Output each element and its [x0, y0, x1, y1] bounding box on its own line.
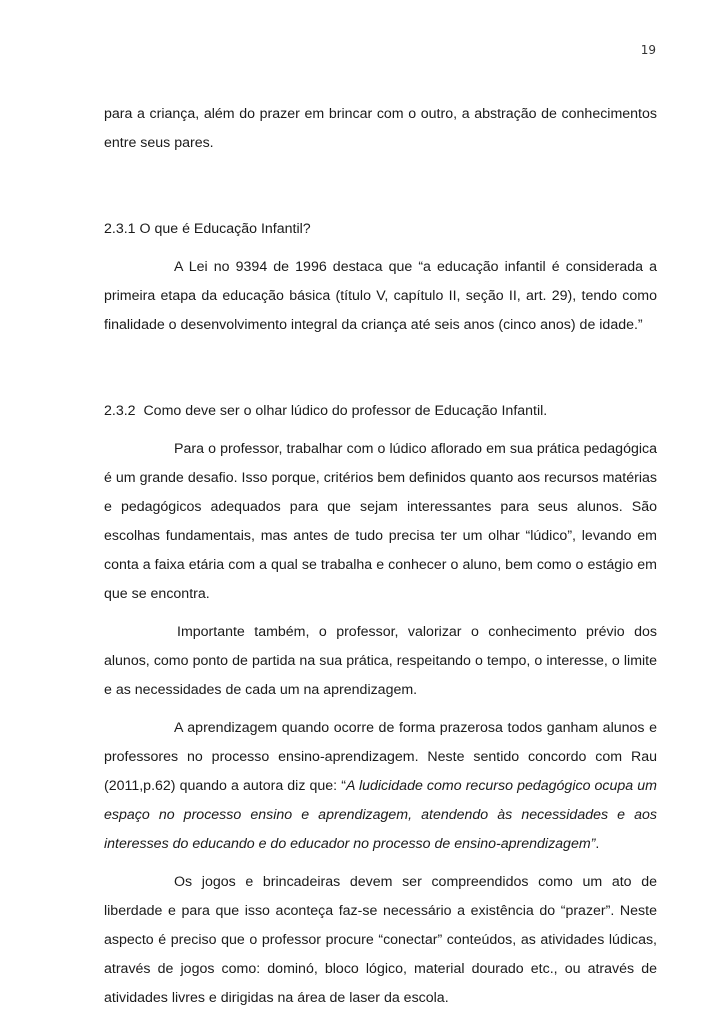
paragraph-professor-ludico: Para o professor, trabalhar com o lúdico aflorado em sua prática pedagógica é um grande desafio. Isso porque, critérios bem definidos quanto aos recursos matérias e pedagógicos adequados para que sejam interessantes para seus alunos. São escolhas fundamentais, mas antes de tudo precisa ter um olhar “lúdico”, levando em conta a faixa etária com a qual se trabalha e conhecer o aluno, bem como o estágio em que se encontra. — [104, 441, 657, 602]
section-heading-2-3-2: 2.3.2 Como deve ser o olhar lúdico do professor de Educação Infantil. — [104, 403, 548, 419]
paragraph-jogos-brincadeiras: Os jogos e brincadeiras devem ser compreendidos como um ato de liberdade e para que isso aconteça faz-se necessário a existência do “prazer”. Neste aspecto é preciso que o professor procure “conectar” conteúdos, as atividades lúdicas, através de jogos como: dominó, bloco lógico, material dourado etc., ou através de atividades livres e dirigidas na área de laser da escola. — [104, 874, 657, 1006]
paragraph-text-end: . — [595, 836, 600, 852]
paragraph-conhecimento-previo: Importante também, o professor, valorizar o conhecimento prévio dos alunos, como ponto de partida na sua prática, respeitando o tempo, o interesse, o limite e as necessidades de cada um na aprendizagem. — [104, 624, 657, 698]
citation-quote: A ludicidade como recurso pedagógico ocupa um espaço no processo ensino e aprendizagem, atendendo às necessidades e aos interesses do educando e do educador no processo de ensino-aprendizagem” — [104, 778, 657, 852]
page-number: 19 — [640, 43, 656, 57]
paragraph-text: A aprendizagem quando ocorre de forma prazerosa todos ganham alunos e professores no processo ensino-aprendizagem. Neste sentido concordo com Rau (2011,p.62) quando a autora diz que: “ — [104, 720, 657, 794]
paragraph-continuation: para a criança, além do prazer em brincar com o outro, a abstração de conhecimentos entre seus pares. — [104, 106, 657, 151]
section-heading-2-3-1: 2.3.1 O que é Educação Infantil? — [104, 221, 311, 237]
paragraph-aprendizagem-prazerosa — [104, 714, 657, 859]
paragraph-lei-9394: A Lei no 9394 de 1996 destaca que “a educação infantil é considerada a primeira etapa da educação básica (título V, capítulo II, seção II, art. 29), tendo como finalidade o desenvolvimento integral da criança até seis anos (cinco anos) de idade.” — [104, 259, 657, 333]
document-body — [104, 100, 657, 1013]
